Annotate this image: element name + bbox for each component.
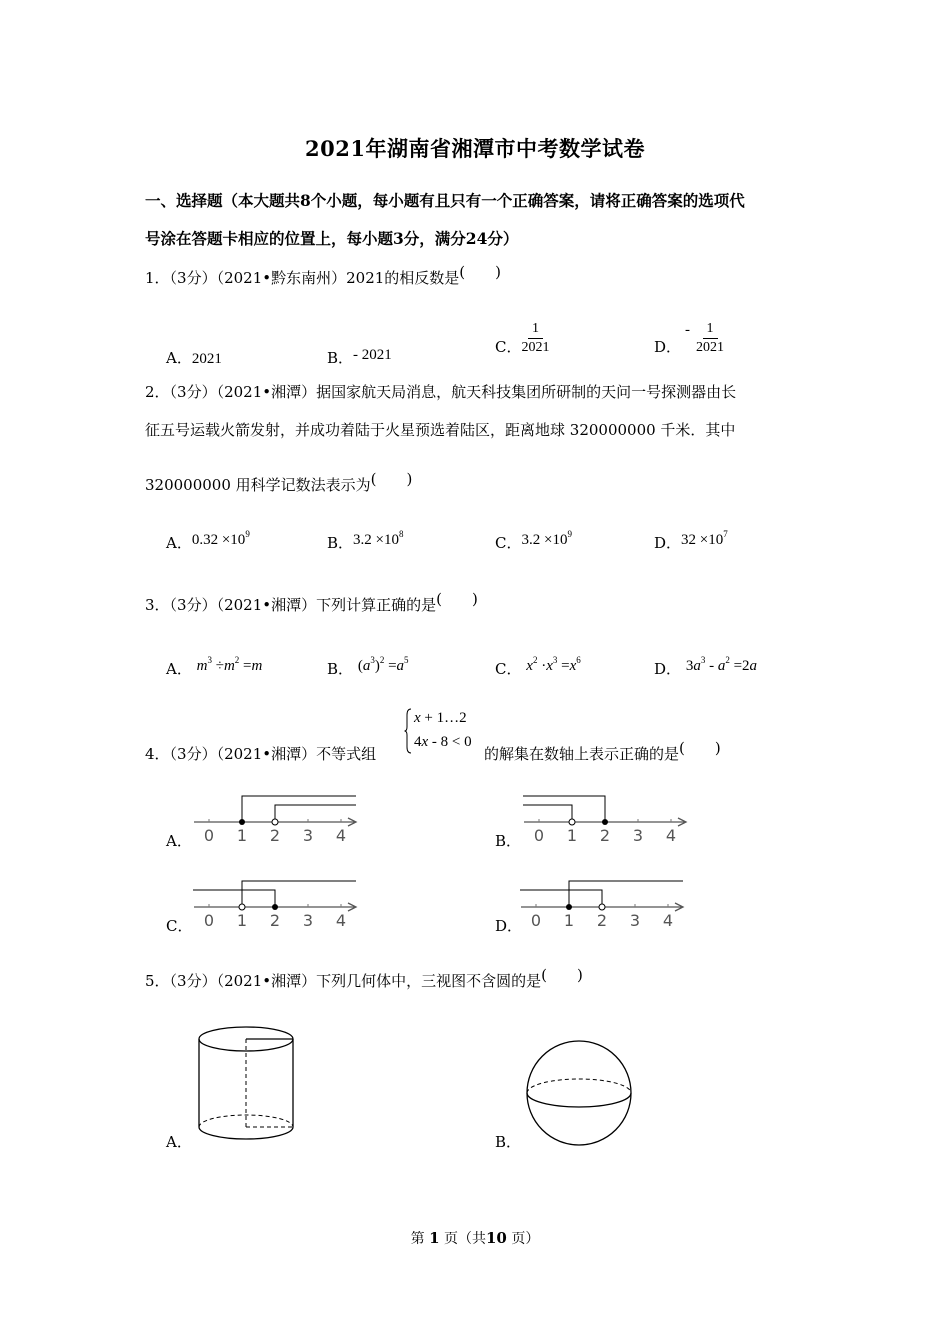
svg-text:4: 4	[665, 826, 677, 844]
svg-text:1: 1	[563, 911, 575, 929]
page-number: 1	[429, 1229, 440, 1247]
q2-option-a[interactable]: A．$0.32 \times 10^9$	[166, 529, 250, 552]
question-4-stem: 4．（3分）（2021•湘潭）不等式组	[145, 745, 377, 763]
q4-option-b-label[interactable]: B．	[495, 832, 522, 850]
question-4-stem-end: 的解集在数轴上表示正确的是( )	[484, 739, 721, 763]
page-title: 2021年湖南省湘潭市中考数学试卷	[305, 136, 645, 161]
svg-text:2: 2	[596, 911, 608, 929]
q2-option-b[interactable]: B．$3.2 \times 10^8$	[327, 529, 404, 552]
svg-text:4: 4	[662, 911, 674, 929]
question-2-line-2: 征五号运载火箭发射，并成功着陆于火星预选着陆区，距离地球 320000000 千米．其中	[145, 421, 736, 439]
svg-text:3: 3	[302, 911, 314, 929]
fraction: $\frac{1}{2021}$	[521, 321, 550, 355]
page-total: 10	[486, 1229, 507, 1247]
q4-option-c-label[interactable]: C．	[166, 917, 193, 935]
question-5-stem: 5．（3分）（2021•湘潭）下列几何体中，三视图不含圆的是( )	[145, 966, 583, 990]
svg-text:1: 1	[566, 826, 578, 844]
q1-option-b[interactable]: B．- 2021	[327, 347, 392, 367]
q4-option-d-label[interactable]: D．	[495, 917, 523, 935]
formula: $3a^3 - a^2 =2a$	[685, 655, 758, 674]
section-heading-line-2: 号涂在答题卡相应的位置上，每小题3分，满分24分）	[145, 229, 519, 248]
svg-text:0: 0	[530, 911, 542, 929]
fraction: $\frac{1}{2021}$	[696, 321, 725, 355]
formula: $x^2 \cdot x^3 =x^6$	[526, 655, 581, 674]
svg-text:4: 4	[335, 911, 347, 929]
svg-text:0: 0	[533, 826, 545, 844]
svg-text:0: 0	[203, 826, 215, 844]
q2-option-c[interactable]: C．$3.2 \times 10^9$	[495, 529, 572, 552]
q3-option-d[interactable]: D． $3a^3 - a^2 =2a$	[654, 655, 758, 678]
q4-option-a-label[interactable]: A．	[166, 832, 192, 850]
svg-text:2: 2	[269, 826, 281, 844]
svg-text:4: 4	[335, 826, 347, 844]
system-line-2: 4x - 8 < 0	[414, 734, 472, 750]
answer-paren: ( )	[459, 263, 502, 281]
svg-text:2: 2	[269, 911, 281, 929]
q1-option-c[interactable]: C． $\frac{1}{2021}$	[495, 321, 550, 356]
formula: $m^3 \div m^2 =m$	[196, 655, 263, 674]
svg-text:0: 0	[203, 911, 215, 929]
q3-option-a[interactable]: A． $m^3 \div m^2 =m$	[166, 655, 263, 678]
system-line-1: x + 1…2	[414, 710, 467, 726]
svg-text:2: 2	[599, 826, 611, 844]
number-line-a[interactable]	[190, 792, 362, 844]
svg-text:1: 1	[236, 826, 248, 844]
number-line-b[interactable]	[520, 792, 692, 844]
section-heading-line-1: 一、选择题（本大题共8个小题，每小题有且只有一个正确答案，请将正确答案的选项代	[145, 191, 745, 210]
question-1-stem: 1．（3分）（2021•黔东南州）2021的相反数是( )	[145, 263, 502, 287]
svg-text:1: 1	[236, 911, 248, 929]
sphere-figure[interactable]	[524, 1038, 634, 1148]
number-line-d[interactable]	[517, 877, 689, 929]
question-3-stem: 3．（3分）（2021•湘潭）下列计算正确的是( )	[145, 590, 478, 614]
svg-text:3: 3	[632, 826, 644, 844]
number-line-c[interactable]	[190, 877, 362, 929]
answer-paren: ( )	[541, 966, 583, 984]
system-brace	[404, 707, 412, 755]
answer-paren: ( )	[679, 739, 721, 757]
q5-option-b-label[interactable]: B．	[495, 1133, 522, 1151]
cylinder-figure[interactable]	[193, 1020, 303, 1146]
formula: $(a^3)^2 =a^5$	[357, 655, 409, 674]
q2-option-d[interactable]: D．$32 \times 10^7$	[654, 529, 728, 552]
svg-text:3: 3	[302, 826, 314, 844]
svg-text:3: 3	[629, 911, 641, 929]
question-2-line-1: 2．（3分）（2021•湘潭）据国家航天局消息，航天科技集团所研制的天问一号探测器由长	[145, 383, 737, 401]
q1-option-d[interactable]: D． - $\frac{1}{2021}$	[654, 321, 725, 356]
answer-paren: ( )	[370, 470, 413, 488]
answer-paren: ( )	[436, 590, 478, 608]
q3-option-c[interactable]: C． $x^2 \cdot x^3 =x^6$	[495, 655, 581, 678]
question-2-line-3: 320000000 用科学记数法表示为( )	[145, 470, 413, 494]
q1-option-a[interactable]: A．2021	[166, 349, 222, 367]
page-footer: 第 1 页（共10 页）	[410, 1229, 540, 1247]
q5-option-a-label[interactable]: A．	[166, 1133, 192, 1151]
q3-option-b[interactable]: B． $(a^3)^2 =a^5$	[327, 655, 409, 678]
